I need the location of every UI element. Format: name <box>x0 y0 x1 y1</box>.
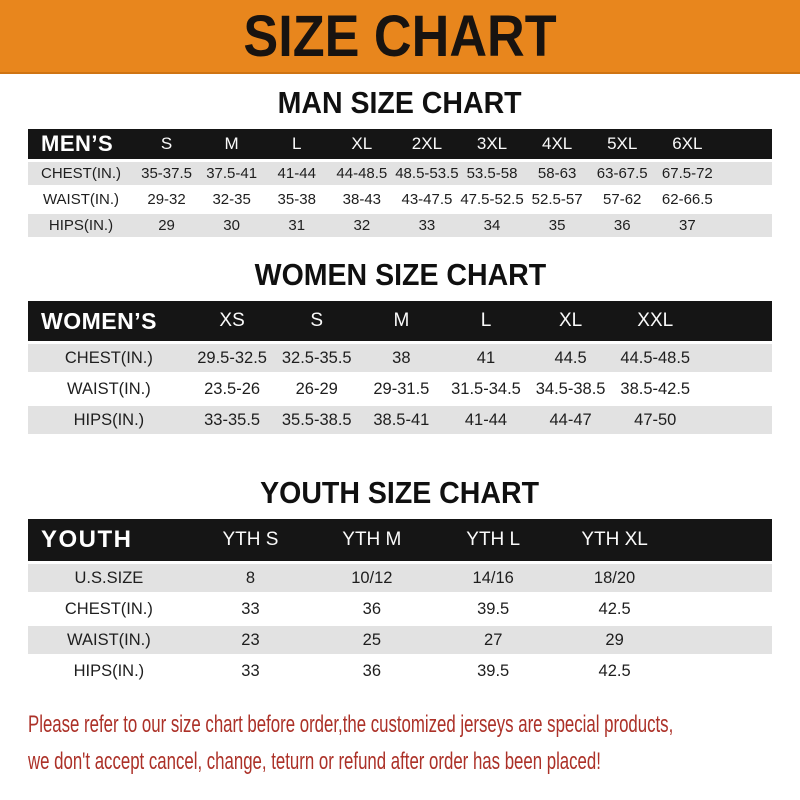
size-cell: 35-38 <box>264 188 329 211</box>
section-title-text: WOMEN SIZE CHART <box>254 257 546 292</box>
column-header: S <box>134 129 199 159</box>
column-header: XL <box>528 301 613 341</box>
size-table-youth <box>28 516 772 688</box>
size-cell: 32-35 <box>199 188 264 211</box>
column-header: XS <box>190 301 275 341</box>
row-label: CHEST(IN.) <box>28 595 190 623</box>
column-header: YTH L <box>433 519 554 561</box>
row-spacer <box>675 564 772 592</box>
column-header: XXL <box>613 301 698 341</box>
section-men <box>0 86 800 240</box>
size-cell: 58-63 <box>525 162 590 185</box>
section-women <box>0 258 800 437</box>
size-cell: 25 <box>311 626 432 654</box>
table-row <box>28 375 772 403</box>
column-header: S <box>274 301 359 341</box>
table-row <box>28 406 772 434</box>
size-cell: 34 <box>459 214 524 237</box>
footer-line <box>28 708 772 745</box>
row-label: WAIST(IN.) <box>28 188 134 211</box>
column-header: M <box>199 129 264 159</box>
footer-note-line-1: Please refer to our size chart before order,the customized jerseys are special products, <box>28 711 674 738</box>
section-title-text: MAN SIZE CHART <box>277 85 523 120</box>
size-cell: 33-35.5 <box>190 406 275 434</box>
column-header: 5XL <box>590 129 655 159</box>
section-youth <box>0 476 800 688</box>
row-spacer <box>720 214 772 237</box>
table-row <box>28 564 772 592</box>
size-cell: 36 <box>311 657 432 685</box>
size-cell: 44-47 <box>528 406 613 434</box>
row-spacer <box>675 657 772 685</box>
size-cell: 23 <box>190 626 311 654</box>
table-row <box>28 344 772 372</box>
row-label: CHEST(IN.) <box>28 344 190 372</box>
size-cell: 57-62 <box>590 188 655 211</box>
size-cell: 23.5-26 <box>190 375 275 403</box>
size-cell: 33 <box>190 657 311 685</box>
column-header: L <box>264 129 329 159</box>
section-title-men <box>0 86 800 126</box>
column-header: 6XL <box>655 129 720 159</box>
table-row <box>28 626 772 654</box>
row-spacer <box>698 344 772 372</box>
size-cell: 10/12 <box>311 564 432 592</box>
table-row <box>28 162 772 185</box>
banner-title: SIZE CHART <box>243 3 557 69</box>
row-label: HIPS(IN.) <box>28 406 190 434</box>
size-cell: 35-37.5 <box>134 162 199 185</box>
size-cell: 39.5 <box>433 657 554 685</box>
size-cell: 38.5-42.5 <box>613 375 698 403</box>
size-cell: 36 <box>311 595 432 623</box>
size-cell: 48.5-53.5 <box>394 162 459 185</box>
size-cell: 33 <box>394 214 459 237</box>
size-cell: 31.5-34.5 <box>444 375 529 403</box>
header-spacer <box>675 519 772 561</box>
size-cell: 44.5-48.5 <box>613 344 698 372</box>
row-label: HIPS(IN.) <box>28 214 134 237</box>
size-cell: 62-66.5 <box>655 188 720 211</box>
footer-line <box>28 745 772 782</box>
table-row <box>28 214 772 237</box>
table-corner-label: WOMEN’S <box>28 301 190 341</box>
size-cell: 34.5-38.5 <box>528 375 613 403</box>
size-cell: 41 <box>444 344 529 372</box>
row-spacer <box>698 375 772 403</box>
size-cell: 63-67.5 <box>590 162 655 185</box>
size-cell: 47-50 <box>613 406 698 434</box>
table-row <box>28 595 772 623</box>
header-row <box>28 301 772 341</box>
header-spacer <box>698 301 772 341</box>
table-corner-label: YOUTH <box>28 519 190 561</box>
row-label: HIPS(IN.) <box>28 657 190 685</box>
size-cell: 42.5 <box>554 657 675 685</box>
row-spacer <box>720 188 772 211</box>
size-cell: 44.5 <box>528 344 613 372</box>
size-cell: 39.5 <box>433 595 554 623</box>
size-cell: 8 <box>190 564 311 592</box>
header-spacer <box>720 129 772 159</box>
size-cell: 32.5-35.5 <box>274 344 359 372</box>
size-cell: 18/20 <box>554 564 675 592</box>
column-header: L <box>444 301 529 341</box>
column-header: 2XL <box>394 129 459 159</box>
size-cell: 29 <box>134 214 199 237</box>
footer-note <box>28 708 772 782</box>
section-title-youth <box>0 476 800 516</box>
size-cell: 29.5-32.5 <box>190 344 275 372</box>
size-cell: 33 <box>190 595 311 623</box>
size-cell: 38-43 <box>329 188 394 211</box>
size-cell: 44-48.5 <box>329 162 394 185</box>
size-cell: 52.5-57 <box>525 188 590 211</box>
table-corner-label: MEN’S <box>28 129 134 159</box>
size-cell: 29 <box>554 626 675 654</box>
size-cell: 35 <box>525 214 590 237</box>
size-table-men <box>28 126 772 240</box>
table-row <box>28 188 772 211</box>
size-cell: 43-47.5 <box>394 188 459 211</box>
size-cell: 37.5-41 <box>199 162 264 185</box>
row-label: WAIST(IN.) <box>28 375 190 403</box>
size-cell: 29-32 <box>134 188 199 211</box>
size-cell: 67.5-72 <box>655 162 720 185</box>
size-cell: 32 <box>329 214 394 237</box>
size-cell: 27 <box>433 626 554 654</box>
row-spacer <box>698 406 772 434</box>
column-header: YTH M <box>311 519 432 561</box>
table-row <box>28 657 772 685</box>
size-cell: 26-29 <box>274 375 359 403</box>
row-spacer <box>675 626 772 654</box>
size-cell: 41-44 <box>264 162 329 185</box>
size-cell: 14/16 <box>433 564 554 592</box>
header-row <box>28 519 772 561</box>
row-label: U.S.SIZE <box>28 564 190 592</box>
size-cell: 30 <box>199 214 264 237</box>
row-spacer <box>675 595 772 623</box>
row-label: WAIST(IN.) <box>28 626 190 654</box>
column-header: YTH S <box>190 519 311 561</box>
size-cell: 36 <box>590 214 655 237</box>
size-cell: 38 <box>359 344 444 372</box>
row-label: CHEST(IN.) <box>28 162 134 185</box>
column-header: 4XL <box>525 129 590 159</box>
size-cell: 41-44 <box>444 406 529 434</box>
size-cell: 47.5-52.5 <box>459 188 524 211</box>
header-row <box>28 129 772 159</box>
size-cell: 31 <box>264 214 329 237</box>
size-cell: 29-31.5 <box>359 375 444 403</box>
size-chart-sections <box>0 86 800 688</box>
column-header: M <box>359 301 444 341</box>
banner <box>0 0 800 74</box>
size-cell: 35.5-38.5 <box>274 406 359 434</box>
footer-note-line-2: we don't accept cancel, change, teturn or refund after order has been placed! <box>28 748 601 775</box>
size-table-women <box>28 298 772 437</box>
section-title-text: YOUTH SIZE CHART <box>260 475 540 510</box>
column-header: 3XL <box>459 129 524 159</box>
column-header: XL <box>329 129 394 159</box>
section-title-women <box>0 258 800 298</box>
row-spacer <box>720 162 772 185</box>
size-cell: 42.5 <box>554 595 675 623</box>
size-cell: 37 <box>655 214 720 237</box>
size-cell: 38.5-41 <box>359 406 444 434</box>
size-cell: 53.5-58 <box>459 162 524 185</box>
column-header: YTH XL <box>554 519 675 561</box>
